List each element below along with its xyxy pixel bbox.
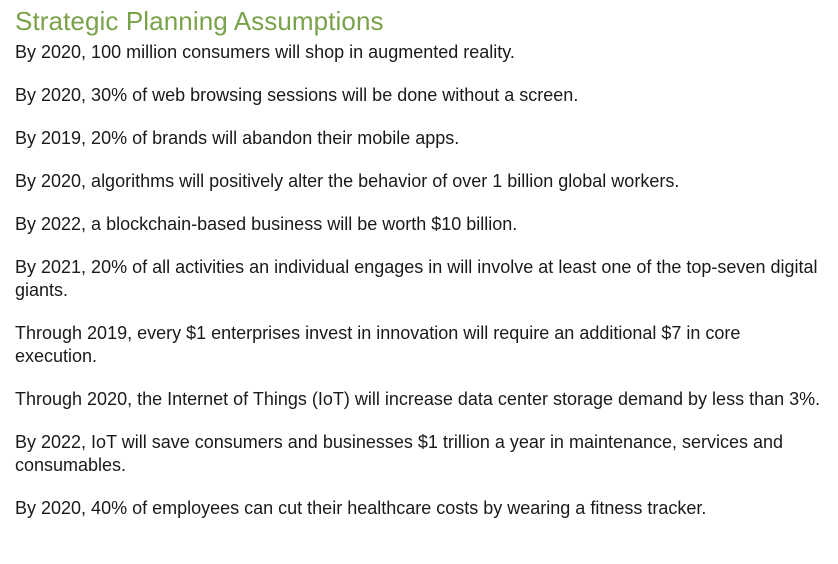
assumptions-list (15, 41, 825, 520)
assumption-item: By 2022, IoT will save consumers and businesses $1 trillion a year in maintenance, services and consumables. (15, 432, 784, 475)
assumption-item: By 2020, algorithms will positively alter the behavior of over 1 billion global workers. (15, 171, 680, 191)
assumptions-page (15, 6, 825, 540)
assumption-item: By 2021, 20% of all activities an individual engages in will involve at least one of the top-seven digital giants. (15, 257, 818, 300)
assumption-item: By 2022, a blockchain-based business will be worth $10 billion. (15, 214, 518, 234)
assumption-item: Through 2019, every $1 enterprises invest in innovation will require an additional $7 in core execution. (15, 323, 741, 366)
assumption-item: By 2020, 100 million consumers will shop in augmented reality. (15, 42, 515, 62)
assumption-item: By 2019, 20% of brands will abandon their mobile apps. (15, 128, 460, 148)
assumption-item: Through 2020, the Internet of Things (IoT) will increase data center storage demand by less than 3%. (15, 389, 821, 409)
assumption-item: By 2020, 30% of web browsing sessions will be done without a screen. (15, 85, 579, 105)
page-title: Strategic Planning Assumptions (15, 6, 384, 36)
assumption-item: By 2020, 40% of employees can cut their healthcare costs by wearing a fitness tracker. (15, 498, 707, 518)
